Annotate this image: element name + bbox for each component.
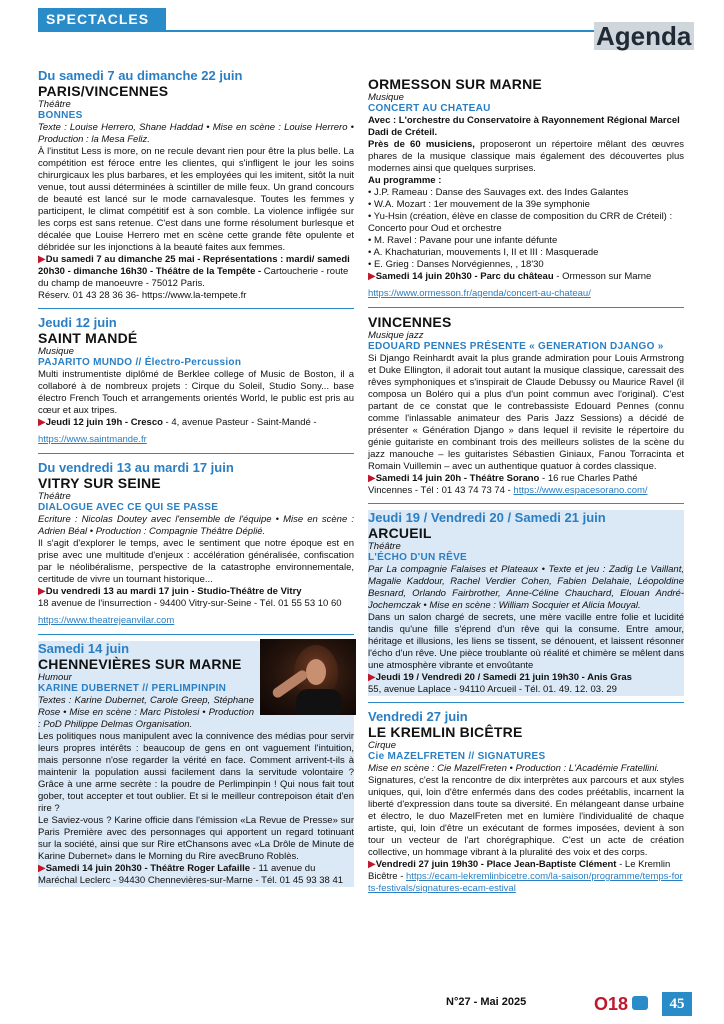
event-title: L'ÉCHO D'UN RÊVE (368, 552, 468, 563)
event-date: Jeudi 19 / Vendredi 20 / Samedi 21 juin (368, 510, 606, 525)
right-triangle-icon: ▶ (38, 254, 46, 265)
right-triangle-icon: ▶ (368, 473, 376, 484)
event-bonnes (38, 68, 354, 302)
event-description: À l'institut Less is more, on ne recule devant rien pour être la plus belle. La compétition est féroce entre les clientes, qui s'infligent le jour les soins chirurgicaux les plus barbares, et les employées qui les imitent, sitôt la nuit venue, tout aussi déterminées à scintiller de mille feux. Un grand concours de beauté est lancé sur le mode carnavalesque. Toutes les femmes y participent, le climat compétitif est à son comble. La violence infligée sur les corps est sans retenue. C'est dans une forme résolument burlesque et décalée que Louise Herrero met en scène cette grande fête opulente et débridée sur les injonctions à la beauté faites aux femmes. (38, 146, 354, 253)
program-item: • E. Grieg : Danses Norvégiennes, , 18'30 (368, 259, 544, 270)
event-info-bold: Samedi 14 juin 20h30 - Parc du château (375, 271, 554, 282)
event-city: VITRY SUR SEINE (38, 475, 161, 491)
right-triangle-icon: ▶ (38, 417, 46, 428)
event-info-bold: Samedi 14 juin 20h - Théâtre Sorano (375, 473, 540, 484)
event-description: Multi instrumentiste diplômé de Berklee college of Music de Boston, il a collaboré à de nombreux projets : Cirque du Soleil, Studio Sony... base électro French Touch et arrangements orientés World, le public est pris au cœur et aux tripes. (38, 369, 354, 416)
event-genre: Théâtre (38, 491, 71, 502)
event-concert-chateau (368, 76, 684, 301)
right-column (368, 76, 684, 899)
event-city: PARIS/VINCENNES (38, 83, 169, 99)
left-column (38, 68, 354, 891)
right-triangle-icon: ▶ (38, 863, 46, 874)
event-perlimpinpin (38, 641, 354, 887)
event-info-address: Cartoucherie - route du champ de manoeuvre - 75012 Paris. (38, 266, 349, 289)
event-city: ORMESSON SUR MARNE (368, 76, 542, 92)
section-divider (368, 702, 684, 703)
event-info-bold: Du samedi 7 au dimanche 25 mai - Représentations : mardi/ samedi 20h30 - dimanche 16h30 - Théâtre de la Tempête - (38, 254, 350, 277)
event-address: 18 avenue de l'insurrection - 94400 Vitry-sur-Seine - Tél. 01 55 53 10 60 (38, 598, 342, 609)
event-genre: Humour (38, 672, 72, 683)
section-divider (368, 307, 684, 308)
event-city: LE KREMLIN BICÊTRE (368, 724, 523, 740)
event-info (368, 271, 684, 283)
event-date: Du samedi 7 au dimanche 22 juin (38, 68, 243, 83)
event-intro-bold: Près de 60 musiciens, (368, 139, 475, 150)
event-info (368, 473, 684, 497)
event-date: Samedi 14 juin (38, 641, 130, 656)
event-signatures (368, 709, 684, 895)
program-list (368, 187, 684, 271)
page-number: 45 (662, 992, 692, 1016)
event-date: Jeudi 12 juin (38, 315, 117, 330)
section-divider (38, 308, 354, 309)
event-title: KARINE DUBERNET // PERLIMPINPIN (38, 683, 227, 694)
event-genre: Cirque (368, 740, 396, 751)
event-info-address: - 16 rue Charles Pathé Vincennes - Tél : 01 43 74 73 74 - (368, 473, 638, 496)
event-description-extra: Le Saviez-vous ? Karine officie dans l'émission «La Revue de Presse» sur Paris Première avec des personnages qui apportent un regard totinuant sur la société, ainsi que sur Rire etChansons avec «La Drôle de Minute de Karine Dubernet» dans le Morning du Rire avecBruno Roblès. (38, 815, 354, 862)
event-address: 55, avenue Laplace - 94110 Arcueil - Tél. 01. 49. 12. 03. 29 (368, 684, 617, 695)
event-reservation: Réserv. 01 43 28 36 36- https://www.la-tempete.fr (38, 290, 247, 301)
right-triangle-icon: ▶ (368, 672, 376, 683)
magazine-logo (592, 990, 650, 1016)
event-intro: proposeront un répertoire mêlant des œuvres phares de la musique classique mais également des découvertes plus modernes ainsi que quelques surprises. (368, 139, 684, 174)
event-link[interactable]: https://www.espacesorano.com/ (513, 485, 648, 496)
event-info (38, 863, 354, 887)
section-divider (368, 503, 684, 504)
event-info (368, 672, 684, 684)
event-date: Du vendredi 13 au mardi 17 juin (38, 460, 234, 475)
program-item: • J.P. Rameau : Danse des Sauvages ext. des Indes Galantes (368, 187, 629, 198)
magazine-logo-text: O18 (594, 994, 629, 1014)
event-link[interactable]: https://www.ormesson.fr/agenda/concert-au-chateau/ (368, 288, 591, 299)
event-info-bold: Vendredi 27 juin 19h30 - Place Jean-Baptiste Clément (375, 859, 617, 870)
event-pajarito (38, 315, 354, 447)
event-info-address: - 11 avenue du Maréchal Leclerc - 94430 Chennevières-sur-Marne - Tél. 01 45 93 38 41 (38, 863, 344, 886)
event-link[interactable]: https://www.saintmande.fr (38, 434, 147, 445)
event-city: ARCUEIL (368, 525, 432, 541)
event-genre: Théâtre (38, 99, 71, 110)
event-genre: Théâtre (368, 541, 401, 552)
event-description: Les politiques nous manipulent avec la connivence des médias pour servir leurs propres intérêts : beaucoup de gens en ont vaguement l'intuition, mais personne n'ose regarder la vérité en face. Comment arrivent-t-ils à maintenir la population aussi facilement dans la servitude volontaire ? Grâce à une arme secrète : la poudre de Perlimpinpin ! Qui nous fait tout gober, tout accepter et tout oublier. Et si le meilleur contrepoison était d'en rire ? (38, 731, 354, 814)
event-info (38, 417, 354, 429)
event-credits: Mise en scène : Cie MazelFreten • Production : L'Académie Fratellini. (368, 763, 660, 774)
program-label: Au programme : (368, 175, 442, 186)
event-generation-django (368, 314, 684, 497)
event-title: CONCERT AU CHATEAU (368, 103, 491, 114)
event-info-bold: Jeudi 12 juin 19h - Cresco (45, 417, 163, 428)
event-performers: Avec : L'orchestre du Conservatoire à Rayonnement Régional Marcel Dadi de Créteil. (368, 115, 680, 138)
section-divider (38, 453, 354, 454)
section-divider (38, 634, 354, 635)
event-title: PAJARITO MUNDO // Électro-Percussion (38, 357, 242, 368)
event-description (368, 139, 684, 175)
event-info-bold: Samedi 14 juin 20h30 - Théâtre Roger Lafaille (45, 863, 251, 874)
right-triangle-icon: ▶ (368, 859, 376, 870)
event-credits: Par La compagnie Falaises et Plateaux • Texte et jeu : Zadig Le Vaillant, Magalie Kaddour, Rachel Verdier Cohen, Fabien Delahaie, Léopoldine Besnard, Orlando Fairbrother, Anne-Céline Chauchard, Elouan André-Jochemczak • Mise en scène : William Socquier et Alicia Mouyal. (368, 564, 684, 611)
event-city: SAINT MANDÉ (38, 330, 138, 346)
event-info-address: - Le Kremlin Bicêtre - (368, 859, 671, 882)
program-item: • Yu-Hsin (création, élève en classe de composition du CRR de Créteil) : Concerto pour Oud et orchestre (368, 211, 673, 234)
right-triangle-icon: ▶ (368, 271, 376, 282)
event-info (38, 254, 354, 290)
header-rule (38, 30, 678, 32)
event-info-address: - 4, avenue Pasteur - Saint-Mandé - (162, 417, 317, 428)
event-link[interactable]: https://www.theatrejeanvilar.com (38, 615, 175, 626)
event-credits: Textes : Karine Dubernet, Carole Greep, Stéphane Rose • Mise en scène : Marc Pistolesi • Production : PoD Philippe Delmas Organisation. (38, 695, 254, 730)
event-city: CHENNEVIÈRES SUR MARNE (38, 656, 242, 672)
event-description: Dans un salon chargé de secrets, une mère vacille entre folie et lucidité tandis qu'une fille s'éprend d'un rêve qui la consume. Entre amour, héritage et illusions, les liens se tissent, se dénouent, et laissent résonner l'écho d'un rêve. Une pièce troublante où réalité et chimère se mêlent dans une atmosphère vibrante et envoûtante (368, 612, 684, 671)
event-echo-reve (368, 510, 684, 696)
performer-photo (260, 639, 356, 715)
program-item: • M. Ravel : Pavane pour une infante défunte (368, 235, 558, 246)
event-dialogue (38, 460, 354, 628)
agenda-logo-text: Agenda (596, 21, 692, 51)
event-title: Cie MAZELFRETEN // SIGNATURES (368, 751, 546, 762)
event-genre: Musique jazz (368, 330, 424, 341)
section-label: SPECTACLES (38, 8, 166, 30)
event-info (38, 586, 354, 598)
event-description: Signatures, c'est la rencontre de dix interprètes aux parcours et aux styles uniques, qui, loin d'être enfermés dans des codes préétablis, incarnent la liberté d'expression dans toute sa diversité. En mélangeant danse urbaine et électro, le duo MazelFreten met en lumière l'individualité de chaque artiste, qui, loin d'être un exécutant de formes imposées, devient à son tour un vecteur de l'art chorégraphique. C'est un acte de création collective, un hommage vibrant à la pluralité des voix et des corps. (368, 775, 684, 858)
program-item: • W.A. Mozart : 1er mouvement de la 39e symphonie (368, 199, 590, 210)
program-item: • A. Khachaturian, mouvements I, II et III : Masquerade (368, 247, 599, 258)
issue-label: N°27 - Mai 2025 (446, 996, 527, 1008)
event-title: EDOUARD PENNES PRÉSENTE « GENERATION DJANGO » (368, 341, 664, 352)
event-genre: Musique (368, 92, 404, 103)
event-info-bold: Du vendredi 13 au mardi 17 juin - Studio-Théâtre de Vitry (45, 586, 302, 597)
event-credits: Ecriture : Nicolas Doutey avec l'ensemble de l'équipe • Mise en scène : Adrien Béal • Production : Compagnie Théâtre Déplié. (38, 514, 354, 537)
event-info-address: - Ormesson sur Marne (553, 271, 652, 282)
event-genre: Musique (38, 346, 74, 357)
event-link[interactable]: https://ecam-lekremlinbicetre.com/la-saison/programme/temps-forts-festivals/signatures-ecam-estival (368, 871, 683, 894)
event-date: Vendredi 27 juin (368, 709, 468, 724)
right-triangle-icon: ▶ (38, 586, 46, 597)
event-title: BONNES (38, 110, 83, 121)
event-description: Il s'agit d'explorer le temps, avec le sentiment que notre époque est en prise avec une multitude d'enjeux : accélération généralisée, confiscation par le néolibéralisme, perspective de la catastrophe environnementale, certitude de vivre un tournant historique... (38, 538, 354, 585)
event-credits: Texte : Louise Herrero, Shane Haddad • Mise en scène : Louise Herrero • Production : la Mesa Feliz. (38, 122, 354, 145)
event-info-bold: Jeudi 19 / Vendredi 20 / Samedi 21 juin 19h30 - Anis Gras (375, 672, 632, 683)
event-description: Si Django Reinhardt avait la plus grande admiration pour Louis Armstrong et Duke Ellington, il adorait tout autant la musique classique, caressait des rêves symphoniques et s'inspirait de Claude Debussy ou Maurice Ravel (il composa un Boléro qui a plus d'un point commun avec l'original). C'est partant de ce constat que le contrebassiste Edouard Pennes (connu comme l'inlassable animateur des Paris Jazz Sessions) a décidé de présenter « Génération Django » dans lequel il revisite le répertoire du génie guitariste en combinant trois des meilleurs solistes de la scène du jazz manouche – les guitaristes Sébastien Giniaux, Fanou Torracinta et Romain Vuillemin – avec un authentique quatuor à cordes classique. (368, 353, 684, 472)
event-city: VINCENNES (368, 314, 452, 330)
event-title: DIALOGUE AVEC CE QUI SE PASSE (38, 502, 219, 513)
agenda-logo (588, 14, 698, 54)
event-info (368, 859, 684, 895)
